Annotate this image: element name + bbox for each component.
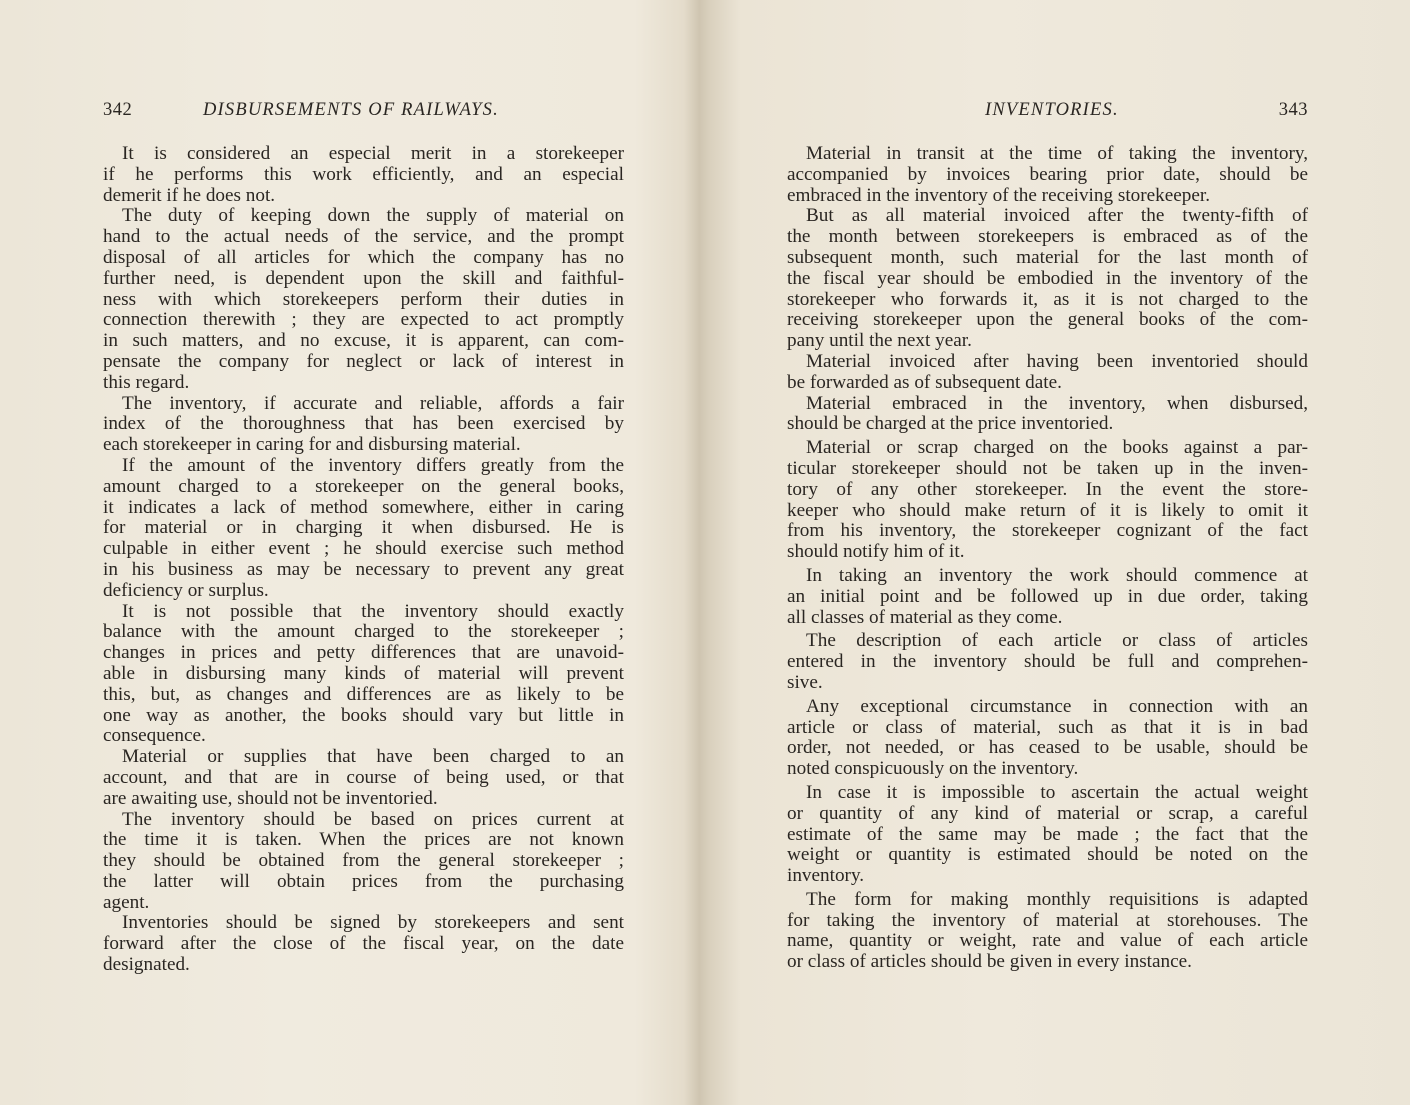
text-line: this, but, as changes and differences are as likely to be xyxy=(103,683,624,705)
text-line: the latter will obtain prices from the purchasing xyxy=(103,870,624,892)
text-line: Material or supplies that have been charged to an xyxy=(122,746,624,768)
text-line: one way as another, the books should vary but little in xyxy=(103,704,624,726)
text-line: are awaiting use, should not be inventoried. xyxy=(103,787,438,809)
text-line: But as all material invoiced after the twenty-fifth of xyxy=(806,205,1308,227)
text-line: if he performs this work efficiently, and an especial xyxy=(103,163,624,185)
text-line: consequence. xyxy=(103,725,206,747)
paragraph xyxy=(787,697,1308,780)
text-line: weight or quantity is estimated should be noted on the xyxy=(787,844,1308,866)
text-line: or class of articles should be given in every instance. xyxy=(787,951,1192,973)
text-line: agent. xyxy=(103,891,150,913)
paragraph xyxy=(787,394,1308,436)
paragraph xyxy=(787,144,1308,206)
text-line: Any exceptional circumstance in connection with an xyxy=(806,695,1308,717)
paragraph xyxy=(787,890,1308,973)
page-number: 342 xyxy=(103,100,133,120)
text-line: In case it is impossible to ascertain the actual weight xyxy=(806,781,1308,803)
text-line: from his inventory, the storekeeper cognizant of the fact xyxy=(787,520,1308,542)
text-line: sive. xyxy=(787,671,823,693)
text-line: the time it is taken. When the prices are not known xyxy=(103,829,624,851)
running-head: DISBURSEMENTS OF RAILWAYS. xyxy=(203,100,499,120)
paragraph xyxy=(103,810,624,914)
text-line: connection therewith ; they are expected to act promptly xyxy=(103,309,624,331)
paragraph xyxy=(787,783,1308,887)
paragraph xyxy=(103,913,624,975)
paragraph xyxy=(787,631,1308,693)
text-line: ness with which storekeepers perform their duties in xyxy=(103,288,624,310)
text-line: in his business as may be necessary to prevent any great xyxy=(103,558,624,580)
paragraph xyxy=(787,566,1308,628)
text-line: for taking the inventory of material at storehouses. The xyxy=(787,909,1308,931)
text-line: embraced in the inventory of the receiving storekeeper. xyxy=(787,184,1211,206)
text-line: able in disbursing many kinds of material will prevent xyxy=(103,662,624,684)
text-line: the fiscal year should be embodied in the inventory of the xyxy=(787,267,1308,289)
text-line: an initial point and be followed up in due order, taking xyxy=(787,585,1308,607)
text-line: in such matters, and no excuse, it is apparent, can com- xyxy=(103,330,624,352)
text-line: article or class of material, such as that it is in bad xyxy=(787,716,1308,738)
text-line: subsequent month, such material for the last month of xyxy=(787,246,1308,268)
text-line: should be charged at the price inventoried. xyxy=(787,413,1114,435)
text-line: index of the thoroughness that has been exercised by xyxy=(103,413,624,435)
text-line: keeper who should make return of it is likely to omit it xyxy=(787,499,1308,521)
text-line: be forwarded as of subsequent date. xyxy=(787,371,1062,393)
text-line: order, not needed, or has ceased to be usable, should be xyxy=(787,737,1308,759)
text-line: The inventory should be based on prices current at xyxy=(122,808,624,830)
paragraph xyxy=(787,206,1308,352)
text-line: hand to the actual needs of the service, and the prompt xyxy=(103,226,624,248)
text-line: this regard. xyxy=(103,371,190,393)
paragraph xyxy=(103,747,624,809)
text-line: storekeeper who forwards it, as it is not charged to the xyxy=(787,288,1308,310)
text-line: noted conspicuously on the inventory. xyxy=(787,758,1079,780)
text-line: it indicates a lack of method somewhere, either in caring xyxy=(103,496,624,518)
text-line: or quantity of any kind of material or scrap, a careful xyxy=(787,802,1308,824)
text-line: entered in the inventory should be full and comprehen- xyxy=(787,651,1308,673)
text-line: each storekeeper in caring for and disbursing material. xyxy=(103,434,521,456)
paragraph xyxy=(103,456,624,602)
text-line: It is considered an especial merit in a storekeeper xyxy=(122,143,624,164)
text-line: ticular storekeeper should not be taken up in the inven- xyxy=(787,457,1308,479)
text-line: should notify him of it. xyxy=(787,541,965,563)
text-line: further need, is dependent upon the skill and faithful- xyxy=(103,267,624,289)
paragraph xyxy=(103,206,624,393)
text-line: for material or in charging it when disbursed. He is xyxy=(103,517,624,539)
text-line: name, quantity or weight, rate and value of each article xyxy=(787,930,1308,952)
paragraph xyxy=(787,438,1308,563)
text-line: demerit if he does not. xyxy=(103,184,276,206)
text-line: The description of each article or class of articles xyxy=(806,630,1308,652)
text-line: estimate of the same may be made ; the fact that the xyxy=(787,823,1308,845)
text-line: the month between storekeepers is embraced as of the xyxy=(787,226,1308,248)
paragraph xyxy=(103,394,624,456)
text-line: balance with the amount charged to the storekeeper ; xyxy=(103,621,624,643)
paragraph xyxy=(103,144,624,206)
text-line: The form for making monthly requisitions is adapted xyxy=(806,888,1308,910)
text-line: It is not possible that the inventory should exactly xyxy=(122,600,624,622)
text-line: The duty of keeping down the supply of material on xyxy=(122,205,624,227)
text-line: disposal of all articles for which the company has no xyxy=(103,246,624,268)
page-body xyxy=(787,144,1308,973)
text-line: all classes of material as they come. xyxy=(787,606,1063,628)
text-line: Material or scrap charged on the books against a par- xyxy=(806,437,1308,459)
text-line: receiving storekeeper upon the general books of the com- xyxy=(787,309,1308,331)
text-line: tory of any other storekeeper. In the event the store- xyxy=(787,478,1308,500)
page-body xyxy=(103,144,624,976)
text-line: account, and that are in course of being used, or that xyxy=(103,766,624,788)
text-line: forward after the close of the fiscal year, on the date xyxy=(103,933,624,955)
text-line: amount charged to a storekeeper on the general books, xyxy=(103,475,624,497)
text-line: designated. xyxy=(103,954,190,976)
text-line: inventory. xyxy=(787,865,865,887)
text-line: Inventories should be signed by storekeepers and sent xyxy=(122,912,624,934)
text-line: If the amount of the inventory differs greatly from the xyxy=(122,454,624,476)
paragraph xyxy=(103,602,624,748)
text-line: Material in transit at the time of taking the inventory, xyxy=(806,143,1308,164)
text-line: deficiency or surplus. xyxy=(103,579,269,601)
text-line: changes in prices and petty differences that are unavoid- xyxy=(103,642,624,664)
text-line: culpable in either event ; he should exercise such method xyxy=(103,538,624,560)
text-line: pany until the next year. xyxy=(787,330,972,352)
text-line: Material invoiced after having been inventoried should xyxy=(806,350,1308,372)
text-line: In taking an inventory the work should commence at xyxy=(806,564,1308,586)
running-head: INVENTORIES. xyxy=(985,100,1119,120)
text-line: The inventory, if accurate and reliable, affords a fair xyxy=(122,392,624,414)
text-line: Material embraced in the inventory, when disbursed, xyxy=(806,392,1308,414)
page-number: 343 xyxy=(1278,100,1308,120)
text-line: accompanied by invoices bearing prior date, should be xyxy=(787,163,1308,185)
text-line: they should be obtained from the general storekeeper ; xyxy=(103,850,624,872)
text-line: pensate the company for neglect or lack of interest in xyxy=(103,350,624,372)
paragraph xyxy=(787,352,1308,394)
